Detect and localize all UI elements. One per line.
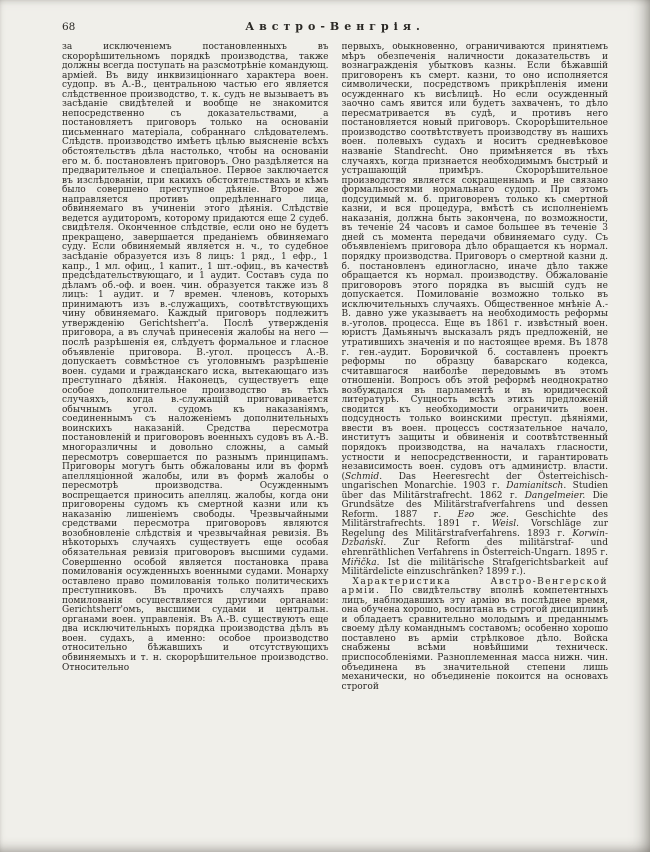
- text-segment: Miřička.: [341, 557, 380, 568]
- text-segment: Geschichte des Militärstrafrechts. 1891 г.: [341, 509, 608, 530]
- text-segment: Характеристика Австро-Венгерской арміи.: [341, 576, 608, 597]
- text-segment: Schmid.: [345, 471, 383, 482]
- text-segment: Korwin-Dzbański.: [341, 528, 608, 549]
- text-segment: Studien über das Militärstrafrecht. 1862 г.: [341, 481, 608, 501]
- right-column-paragraph-1: [342, 43, 609, 578]
- text-segment: Dangelmeier.: [524, 490, 586, 501]
- text-segment: Das Heeresrecht der Österreichisch-ungarischen Monarchie. 1903 г.: [341, 471, 608, 492]
- text-segment: Zur Reform des militärstraf- und ehrenräthlichen Verfahrens in Österreich-Ungarn. 1895 г.: [341, 538, 608, 558]
- text-segment: Его же.: [457, 509, 509, 520]
- text-segment: Ist die militärische Strafgerichtsbarkeit auf Militärdelicte einzuschränken? 1899 г.).: [341, 557, 608, 578]
- text-segment: Damianitsch.: [506, 481, 567, 492]
- text-columns: [62, 43, 608, 845]
- right-column-paragraph-2: [342, 578, 609, 693]
- text-segment: Weisl.: [491, 519, 519, 530]
- left-column-text: за исключеніемъ постановленныхъ въ скорорѣшительномъ порядкѣ производства, также должны всегда поступать на разсмотрѣніе командующ. арміей. Въ виду инквизиціоннаго характера воен. судопр. въ А.-В., центральною частью его является слѣдственное производство, т. к. судъ не вызываетъ въ засѣданіе свидѣтелей и вообще не знакомится непосредственно съ доказательствами, а постановляетъ приговоръ только на основаніи письменнаго матеріала, собраннаго слѣдователемъ. Слѣдств. производство имѣетъ цѣлью выясненіе всѣхъ обстоятельствъ дѣла настолько, чтобы на основаніи его м. б. постановленъ приговоръ. Оно раздѣляется на предварительное и спеціальное. Первое заключается въ изслѣдованіи, при какихъ обстоятельствахъ и кѣмъ было совершено преступное дѣяніе. Второе же направляется противъ опредѣленнаго лица, обвиняемаго въ учиненіи этого дѣянія. Слѣдствіе ведется аудиторомъ, которому придаются еще 2 судеб. свидѣтеля. Оконченное слѣдствіе, если оно не будетъ прекращено, завершается преданіемъ обвиняемаго суду. Если обвиняемый является н. ч., то судебное засѣданіе образуется изъ 8 лицъ: 1 ряд., 1 ефр., 1 капр., 1 мл. офиц., 1 капит., 1 шт.-офиц., въ качествѣ предсѣдательствующаго, и 1 аудит. Составъ суда по дѣламъ об.-оф. и воен. чин. образуется также изъ 8 лицъ: 1 аудит. и 7 времен. членовъ, которыхъ принимаютъ изъ в.-служащихъ, соотвѣтствующихъ чину обвиняемаго. Каждый приговоръ подлежитъ утвержденію Gerichtsherr'а. Послѣ утвержденія приговора, а въ случаѣ принесенія жалобы на него — послѣ разрѣшенія ея, слѣдуетъ формальное и гласное объявленіе приговора. В.-угол. процессъ А.-В. допускаетъ совмѣстное съ уголовнымъ разрѣшеніе воен. судами и гражданскаго иска, вытекающаго изъ преступнаго дѣянія. Наконецъ, существуетъ еще особое дополнительное производство въ тѣхъ случаяхъ, когда в.-служащій приговаривается обычнымъ угол. судомъ къ наказаніямъ, соединеннымъ съ наложеніемъ дополнительныхъ воинскихъ наказаній. Средства пересмотра постановленій и приговоровъ военныхъ судовъ въ А.-В. многоразличны и довольно сложны, а самый пересмотръ совершается по разнымъ принципамъ. Приговоры могутъ быть обжалованы или въ формѣ апелляціонной жалобы, или въ формѣ жалобы о пересмотрѣ производства. Осужденнымъ воспрещается приносить апелляц. жалобы, когда они приговорены судомъ къ смертной казни или къ наказанію лишеніемъ свободы. Чрезвычайными средствами пересмотра приговоровъ являются возобновленіе слѣдствія и чрезвычайная ревизія. Въ нѣкоторыхъ случаяхъ существуетъ еще особая обязательная ревизія приговоровъ высшими судами. Совершенно особой является постановка права помилованія осужденныхъ военными судами. Монарху оставлено право помилованія только политическихъ преступниковъ. Въ прочихъ случаяхъ право помилованія осуществляется другими органами: Gerichtsherr'омъ, высшими судами и центральн. органами воен. управленія. Въ А.-В. существуютъ еще два исключительныхъ порядка производства дѣлъ въ воен. судахъ, а именно: особое производство относительно бѣжавшихъ и отсутствующихъ обвиняемыхъ и т. н. скорорѣшительное производство. Относительно: [62, 43, 329, 673]
- left-column: [62, 43, 329, 845]
- running-title: Австро-Венгрія.: [245, 20, 425, 33]
- text-segment: Vorschläge zur Regelung des Militärstrafverfahrens. 1893 г.: [341, 519, 608, 539]
- page-number: 68: [62, 21, 76, 33]
- text-segment: первыхъ, обыкновенно, ограничиваются принятіемъ мѣръ обезпеченія наличности доказательствъ и вознагражденія убытковъ казны. Если бѣжавшій приговоренъ къ смерт. казни, то оно исполняется символически, посредствомъ прикрѣпленія имени осужденнаго къ висѣлицѣ. Но если осужденный заочно самъ явится или будетъ захваченъ, то дѣло пересматривается въ судѣ, и противъ него постановляется новый приговоръ. Скорорѣшительное производство соотвѣтствуетъ производству въ нашихъ воен. полевыхъ судахъ и носитъ средневѣковое названіе Standrecht. Оно примѣняется въ тѣхъ случаяхъ, когда признается необходимымъ быстрый и устрашающій примѣръ. Скорорѣшительное производство является сокращеннымъ и не связано формальностями нормальнаго судопр. При этомъ подсудимый м. б. приговоренъ только къ смертной казни, и вся процедура, вмѣстѣ съ исполненіемъ наказанія, должна быть закончена, по возможности, въ теченіе 24 часовъ и самое большее въ теченіе 3 дней съ момента передачи обвиняемаго суду. Съ объявленіемъ приговора дѣло обращается къ нормал. порядку производства. Приговоръ о смертной казни д. б. постановленъ единогласно, иначе дѣло также обращается къ нормал. производству. Обжалованіе приговоровъ этого порядка въ высшій судъ не допускается. Помилованіе возможно только въ исключительныхъ случаяхъ. Общественное мнѣніе А.-В. давно уже указываетъ на необходимость реформы в.-уголов. процесса. Еще въ 1861 г. извѣстный воен. юристъ Дамьянычъ высказалъ рядъ предложеній, не утратившихъ значенія и по настоящее время. Въ 1878 г. ген.-аудит. Боровичкой б. составленъ проектъ реформы по образцу баварскаго кодекса, считавшагося наиболѣе передовымъ въ этомъ отношеніи. Вопросъ объ этой реформѣ неоднократно возбуждался въ парламентѣ и въ юридической литературѣ. Сущность всѣхъ этихъ предложеній сводится къ необходимости ограничить воен. подсудность только воинскими преступ. дѣяніями, ввести въ воен. процессъ состязательное начало, институтъ защиты и обвиненія и соотвѣтственный порядокъ производства, на началахъ гласности, устности и непосредственности, и гарантировать независимость воен. судовъ отъ администр. власти. (: [341, 43, 608, 482]
- text-segment: По свидѣтельству вполнѣ компетентныхъ лицъ, наблюдавшихъ эту армію въ послѣднее время, она обучена хорошо, воспитана въ строгой дисциплинѣ и обладаетъ сравнительно молодымъ и преданнымъ своему дѣлу команднымъ составомъ; особенно хорошо поставлено въ арміи стрѣлковое дѣло. Войска снабжены всѣми новѣйшими техническ. приспособленіями. Разноплеменная масса нижн. чин. объединена въ значительной степени лишь механически, но объединеніе покоится на основахъ строгой: [341, 586, 608, 692]
- page-header: [62, 20, 608, 35]
- text-segment: Die Grundsätze des Militärstrafverfahrens und dessen Reform. 1887 г.: [341, 490, 608, 520]
- right-column: [342, 43, 609, 845]
